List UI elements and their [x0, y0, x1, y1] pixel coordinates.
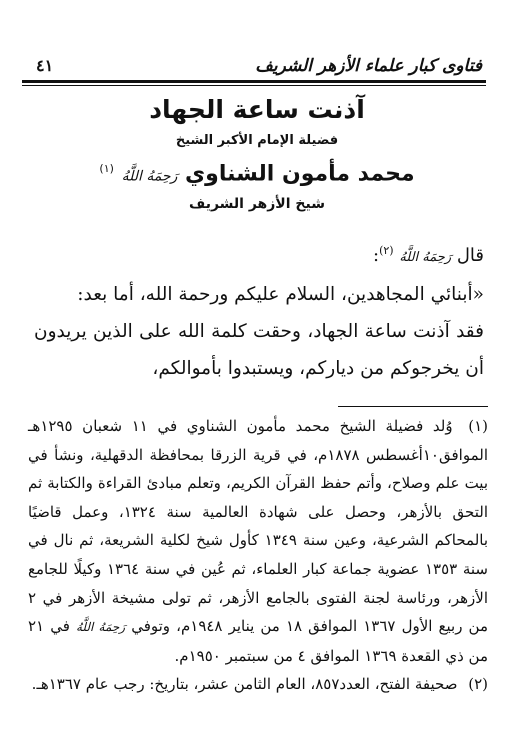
footnote-number: (٢) — [468, 675, 488, 694]
footnote-text: وُلد فضيلة الشيخ محمد مأمون الشناوي في ١١ شعبان ١٢٩٥هـ الموافق١٠أغسطس ١٨٧٨م، في قرية الزرقا بمحافظة الدقهلية، ونشأ في بيت علم وصلاح، وأتم حفظ القرآن الكريم، وتعلم مبادئ القراءة والكتابة ثم التحق بالأزهر، وحصل على شهادة العالمية سنة ١٣٢٤، وعمل قاضيًا بالمحاكم الشرعية، وعين سنة ١٣٤٩ كأول شيخ لكلية الشريعة، ثم نال في سنة ١٣٥٣ عضوية جماعة كبار العلماء، ثم عُين في سنة ١٣٦٤ وكيلًا للجامع الأزهر، ورئاسة لجنة الفتوى بالجامع الأزهر، ثم تولى مشيخة الأزهر في ٢ من ربيع الأول ١٣٦٧ الموافق ١٨ من يناير ١٩٤٨م، وتوفي — [28, 417, 489, 636]
author-name: محمد مأمون الشناوي — [185, 161, 415, 187]
body-paragraph-2: فقد آذنت ساعة الجهاد، وحقت كلمة الله على الذين يريدون أن يخرجوكم من دياركم، ويستبدوا بأموالكم، — [34, 321, 484, 379]
header-rule-thin — [22, 85, 486, 86]
footnote-honorific: رَحِمَهُ اللَّهُ — [75, 620, 126, 635]
footnote-number: (١) — [468, 417, 488, 435]
author-subtitle: فضيلة الإمام الأكبر الشيخ — [175, 133, 339, 148]
footnote-1 — [28, 412, 488, 670]
said-word: قال — [456, 245, 484, 266]
footnote-2 — [28, 670, 488, 699]
said-line: قال رَحِمَهُ اللَّهُ $^{(٢)}$: — [372, 244, 484, 266]
title-block — [30, 92, 484, 215]
said-honorific: رَحِمَهُ اللَّهُ — [399, 250, 452, 265]
author-honorific: رَحِمَهُ اللَّهُ — [121, 168, 178, 185]
footnotes — [28, 412, 488, 699]
body-paragraph-1: «أبنائي المجاهدين، السلام عليكم ورحمة الله، أما بعد: — [77, 284, 484, 305]
footnote-ref-1: (١) — [99, 162, 114, 175]
body-text — [34, 232, 484, 387]
running-title: فتاوى كبار علماء الأزهر الشريف — [255, 56, 482, 76]
footnote-separator — [338, 406, 488, 407]
author-name-line — [30, 152, 484, 193]
running-header — [22, 56, 486, 86]
footnote-ref-2: (٢) — [379, 244, 394, 257]
header-rule-thick — [22, 80, 486, 83]
footnote-text-end: في ٢١ من ذي القعدة ١٣٦٩ الموافق ٤ من سبتمبر ١٩٥٠م. — [28, 617, 488, 665]
page-number: ٤١ — [36, 56, 54, 75]
author-role: شيخ الأزهر الشريف — [189, 196, 325, 213]
footnote-text: صحيفة الفتح، العدد٨٥٧، العام الثامن عشر، بتاريخ: رجب عام ١٣٦٧هـ. — [31, 675, 458, 694]
article-title: آذنت ساعة الجهاد — [149, 95, 365, 124]
